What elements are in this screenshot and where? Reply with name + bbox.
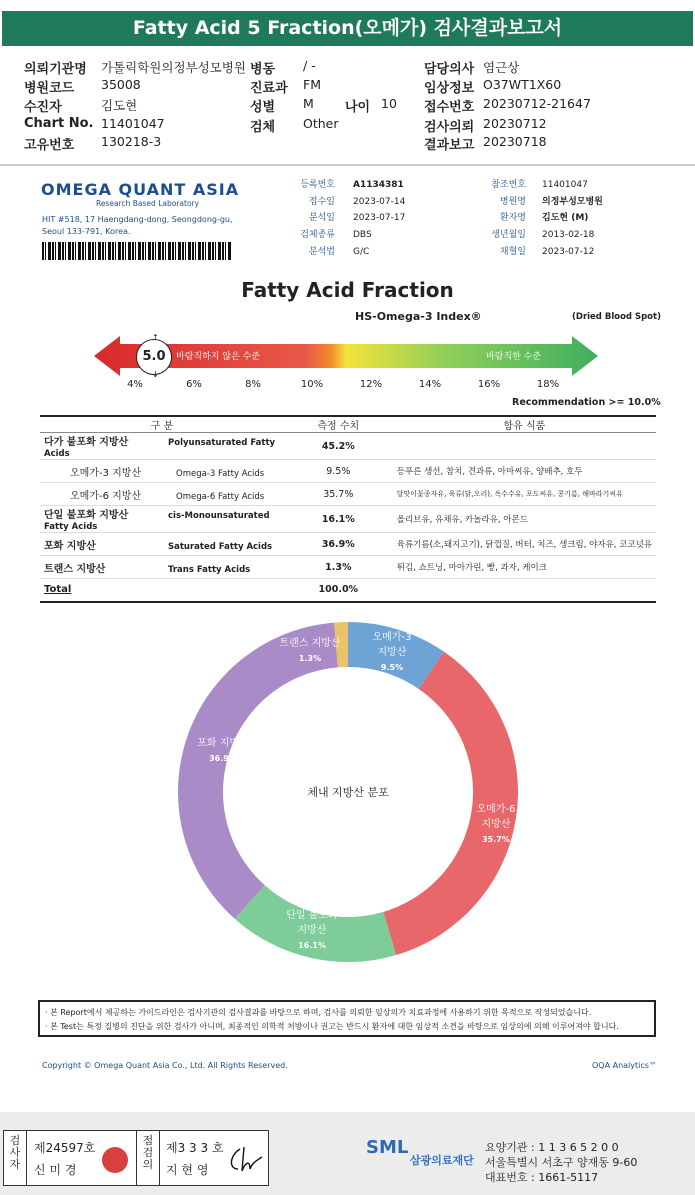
distribution-donut-chart [178, 622, 518, 962]
row-value: 35.7% [284, 483, 393, 506]
row-category [40, 483, 284, 506]
donut-label-text: 오메가-6 [476, 804, 516, 815]
scale-tick: 18% [536, 379, 560, 390]
address-line1: HIT #518, 17 Haengdang-dong, Seongdong-gu, [42, 215, 233, 224]
checker-number: 제3 3 3 호 [166, 1141, 224, 1155]
meta-value2: 김도현 (M) [542, 213, 589, 223]
row-food: 튀김, 쇼트닝, 마아가린, 빵, 과자, 케이크 [393, 556, 656, 579]
row-value: 36.9% [284, 533, 393, 556]
donut-label-text: 지방산 [481, 819, 511, 830]
row-food: 등푸른 생선, 참치, 견과류, 아마씨유, 양배추, 호두 [393, 460, 656, 483]
row-value: 45.2% [284, 433, 393, 460]
age-value: 10 [381, 96, 397, 111]
meta-key2: 병원명 [499, 197, 526, 207]
table-row [40, 483, 656, 506]
row-category [40, 460, 284, 483]
meta-value2: 2023-07-12 [542, 247, 595, 257]
meta-value2: 2013-02-18 [542, 230, 595, 240]
meta-key2: 환자명 [499, 213, 526, 223]
donut-label-text: 36.9% [209, 754, 237, 763]
score-marker: 5.0 [136, 339, 172, 375]
donut-label-text: 트랜스 지방산 [279, 638, 341, 649]
row-category [40, 506, 284, 533]
row-ko: Total [44, 584, 72, 596]
institution-address: 서울특별시 서초구 양재동 9-60 [485, 1156, 638, 1169]
code-label: 병원코드 [24, 81, 75, 96]
clinical-label: 임상정보 [424, 81, 475, 96]
row-ko: 포화 지방산 [44, 540, 96, 552]
report-page [0, 168, 695, 1112]
meta-value2: 의정부성모병원 [542, 197, 603, 207]
table-row [40, 533, 656, 556]
doctor-label: 담당의사 [424, 62, 475, 77]
chart-label: Chart No. [24, 116, 94, 131]
row-food [393, 433, 656, 460]
row-category [40, 433, 284, 460]
sex-label: 성별 [250, 100, 276, 115]
meta-value: G/C [353, 247, 370, 257]
meta-key: 분석법 [308, 247, 335, 257]
donut-label-text: 9.5% [380, 663, 404, 672]
copyright: Copyright © Omega Quant Asia Co., Ltd. All Rights Reserved. [42, 1061, 288, 1070]
donut-center-label: 체내 지방산 분포 [307, 786, 389, 799]
sml-name: 삼광의료재단 [410, 1154, 474, 1167]
examiner-number: 제24597호 [34, 1141, 96, 1155]
row-food: 올리브유, 유채유, 카놀라유, 아몬드 [393, 506, 656, 533]
meta-row [290, 210, 588, 223]
table-row [40, 433, 656, 460]
specimen-value: Other [303, 116, 339, 131]
donut-label-text: 1.3% [298, 654, 322, 663]
signature-box [3, 1130, 269, 1186]
meta-key2: 참조번호 [491, 180, 526, 190]
meta-key2: 채혈일 [499, 247, 526, 257]
row-category [40, 556, 284, 579]
row-value: 100.0% [284, 579, 393, 602]
result-label: 결과보고 [424, 138, 475, 153]
fatty-acid-table [40, 415, 656, 603]
scale-tick: 6% [186, 379, 202, 390]
meta-value: 2023-07-17 [353, 213, 406, 223]
row-en: Saturated Fatty Acids [168, 541, 273, 552]
donut-label-text: 35.7% [482, 835, 510, 844]
meta-key: 접수일 [308, 197, 335, 207]
row-ko: 단일 불포화 지방산 [44, 510, 129, 521]
donut-label [477, 802, 516, 844]
disclaimer-line2: · 본 Test는 특정 질병의 진단을 위한 검사가 아니며, 최종적인 의학적 처방이나 권고는 반드시 환자에 대한 임상적 소견을 바탕으로 임상의에 의해 이루어져야 합니다. [45, 1022, 619, 1031]
id-label: 고유번호 [24, 138, 75, 153]
doctor-value: 염근상 [483, 60, 520, 75]
table-row [40, 579, 656, 602]
col-value: 측정 수치 [284, 416, 393, 433]
examiner-seal [102, 1147, 128, 1173]
table-header-row [40, 416, 656, 433]
row-food: 달맞이꽃종자유, 육류(닭,오리), 옥수수유, 포도씨유, 콩기름, 해바라기씨유 [393, 483, 656, 506]
row-value: 9.5% [284, 460, 393, 483]
row-ko: 다가 불포화 지방산 [44, 437, 129, 448]
request-value: 20230712 [483, 116, 547, 131]
report-banner [0, 0, 695, 50]
row-value: 16.1% [284, 506, 393, 533]
marker-down-arrow-icon: ↓ [152, 370, 159, 379]
row-en: Trans Fatty Acids [168, 564, 251, 575]
institution-code: 요양기관 : 1 1 3 6 5 2 0 0 [485, 1141, 619, 1154]
clinical-value: O37WT1X60 [483, 77, 562, 92]
hospital-label: 의뢰기관명 [24, 62, 87, 77]
bad-zone-label: 바람직하지 않은 수준 [176, 352, 260, 362]
dried-blood-spot: (Dried Blood Spot) [572, 312, 661, 322]
id-value: 130218-3 [101, 134, 162, 149]
row-food [393, 579, 656, 602]
result-value: 20230718 [483, 134, 547, 149]
marker-up-arrow-icon: ↑ [152, 333, 159, 342]
disclaimer-box [38, 1000, 656, 1037]
scale-tick: 10% [300, 379, 324, 390]
request-label: 검사의뢰 [424, 120, 475, 135]
recommendation: Recommendation >= 10.0% [512, 397, 661, 408]
scale-tick: 16% [477, 379, 501, 390]
meta-value: 2023-07-14 [353, 197, 406, 207]
col-food: 함유 식품 [393, 416, 656, 433]
row-en: cis-Monounsaturated Fatty Acids [44, 511, 270, 532]
donut-label-text: 포화 지방산 [197, 738, 249, 749]
patient-label: 수진자 [24, 100, 62, 115]
scale-tick: 8% [245, 379, 261, 390]
sex-value: M [303, 96, 314, 111]
disclaimer-line1: · 본 Report에서 제공하는 가이드라인은 검사기관의 검사결과를 바탕으로 하며, 검사를 의뢰한 임상의가 치료과정에 사용하기 위한 목적으로 작성되었습니다. [45, 1008, 592, 1017]
ward-value: / - [303, 58, 316, 73]
donut-label-text: 지방산 [377, 647, 407, 658]
patient-value: 김도현 [101, 98, 138, 113]
specimen-label: 검체 [250, 120, 276, 135]
checker-label: 점검의 [142, 1134, 154, 1171]
row-en: Polyunsaturated Fatty Acids [44, 438, 276, 459]
row-en: Omega-6 Fatty Acids [176, 491, 265, 502]
donut-label-text: 단일 불포화 [286, 910, 338, 921]
chart-title: Fatty Acid Fraction [241, 278, 454, 302]
patient-header [0, 52, 695, 166]
row-ko: 트랜스 지방산 [44, 563, 106, 575]
row-value: 1.3% [284, 556, 393, 579]
report-title: Fatty Acid 5 Fraction(오메가) 검사결과보고서 [2, 11, 693, 46]
receipt-label: 접수번호 [424, 100, 475, 115]
row-food: 육류기름(소,돼지고기), 닭껍질, 버터, 치즈, 생크림, 야자유, 코코넛유 [393, 533, 656, 556]
table-row [40, 506, 656, 533]
checker-name: 지 현 영 [166, 1163, 209, 1177]
institution-phone: 대표번호 : 1661-5117 [485, 1171, 599, 1184]
meta-value: DBS [353, 230, 372, 240]
barcode [42, 242, 232, 260]
ward-label: 병동 [250, 62, 276, 77]
meta-key: 분석일 [308, 213, 335, 223]
sml-logo: SML [366, 1137, 409, 1158]
meta-key: 검체종류 [300, 230, 335, 240]
meta-row [290, 194, 603, 207]
index-label: HS-Omega-3 Index® [355, 310, 482, 323]
donut-label-text: 지방산 [297, 925, 327, 936]
meta-row [290, 177, 588, 190]
oqa-analytics: OQA Analytics™ [592, 1061, 657, 1070]
row-en: Omega-3 Fatty Acids [176, 468, 265, 479]
table-row [40, 460, 656, 483]
company-subtitle: Research Based Laboratory [96, 199, 200, 208]
address-line2: Seoul 133-791, Korea. [42, 227, 131, 236]
scale-tick: 4% [127, 379, 143, 390]
meta-value: A1134381 [353, 180, 404, 190]
good-zone-label: 바람직한 수준 [486, 352, 542, 362]
row-ko: 오메가-3 지방산 [70, 467, 142, 479]
row-ko: 오메가-6 지방산 [70, 490, 142, 502]
age-label: 나이 [345, 100, 371, 115]
dept-value: FM [303, 77, 321, 92]
meta-value2: 11401047 [542, 180, 588, 190]
dept-label: 진료과 [250, 81, 288, 96]
meta-row [290, 227, 594, 240]
row-category [40, 533, 284, 556]
donut-label-text: 16.1% [298, 941, 326, 950]
donut-label-text: 오메가-3 [372, 632, 412, 643]
checker-signature [226, 1143, 266, 1175]
scale-tick: 12% [359, 379, 383, 390]
code-value: 35008 [101, 77, 141, 92]
chart-value: 11401047 [101, 116, 165, 131]
meta-key2: 생년월일 [491, 230, 526, 240]
receipt-value: 20230712-21647 [483, 96, 591, 111]
company-logo: OMEGA QUANT ASIA [41, 180, 240, 199]
col-category: 구 분 [40, 416, 284, 433]
table-row [40, 556, 656, 579]
row-category [40, 579, 284, 602]
hospital-value: 가톨릭학원의정부성모병원 [101, 60, 246, 75]
examiner-label: 검사자 [9, 1134, 21, 1171]
scale-tick: 14% [418, 379, 442, 390]
examiner-name: 신 미 경 [34, 1163, 77, 1177]
meta-key: 등록번호 [300, 180, 335, 190]
meta-row [290, 244, 594, 257]
